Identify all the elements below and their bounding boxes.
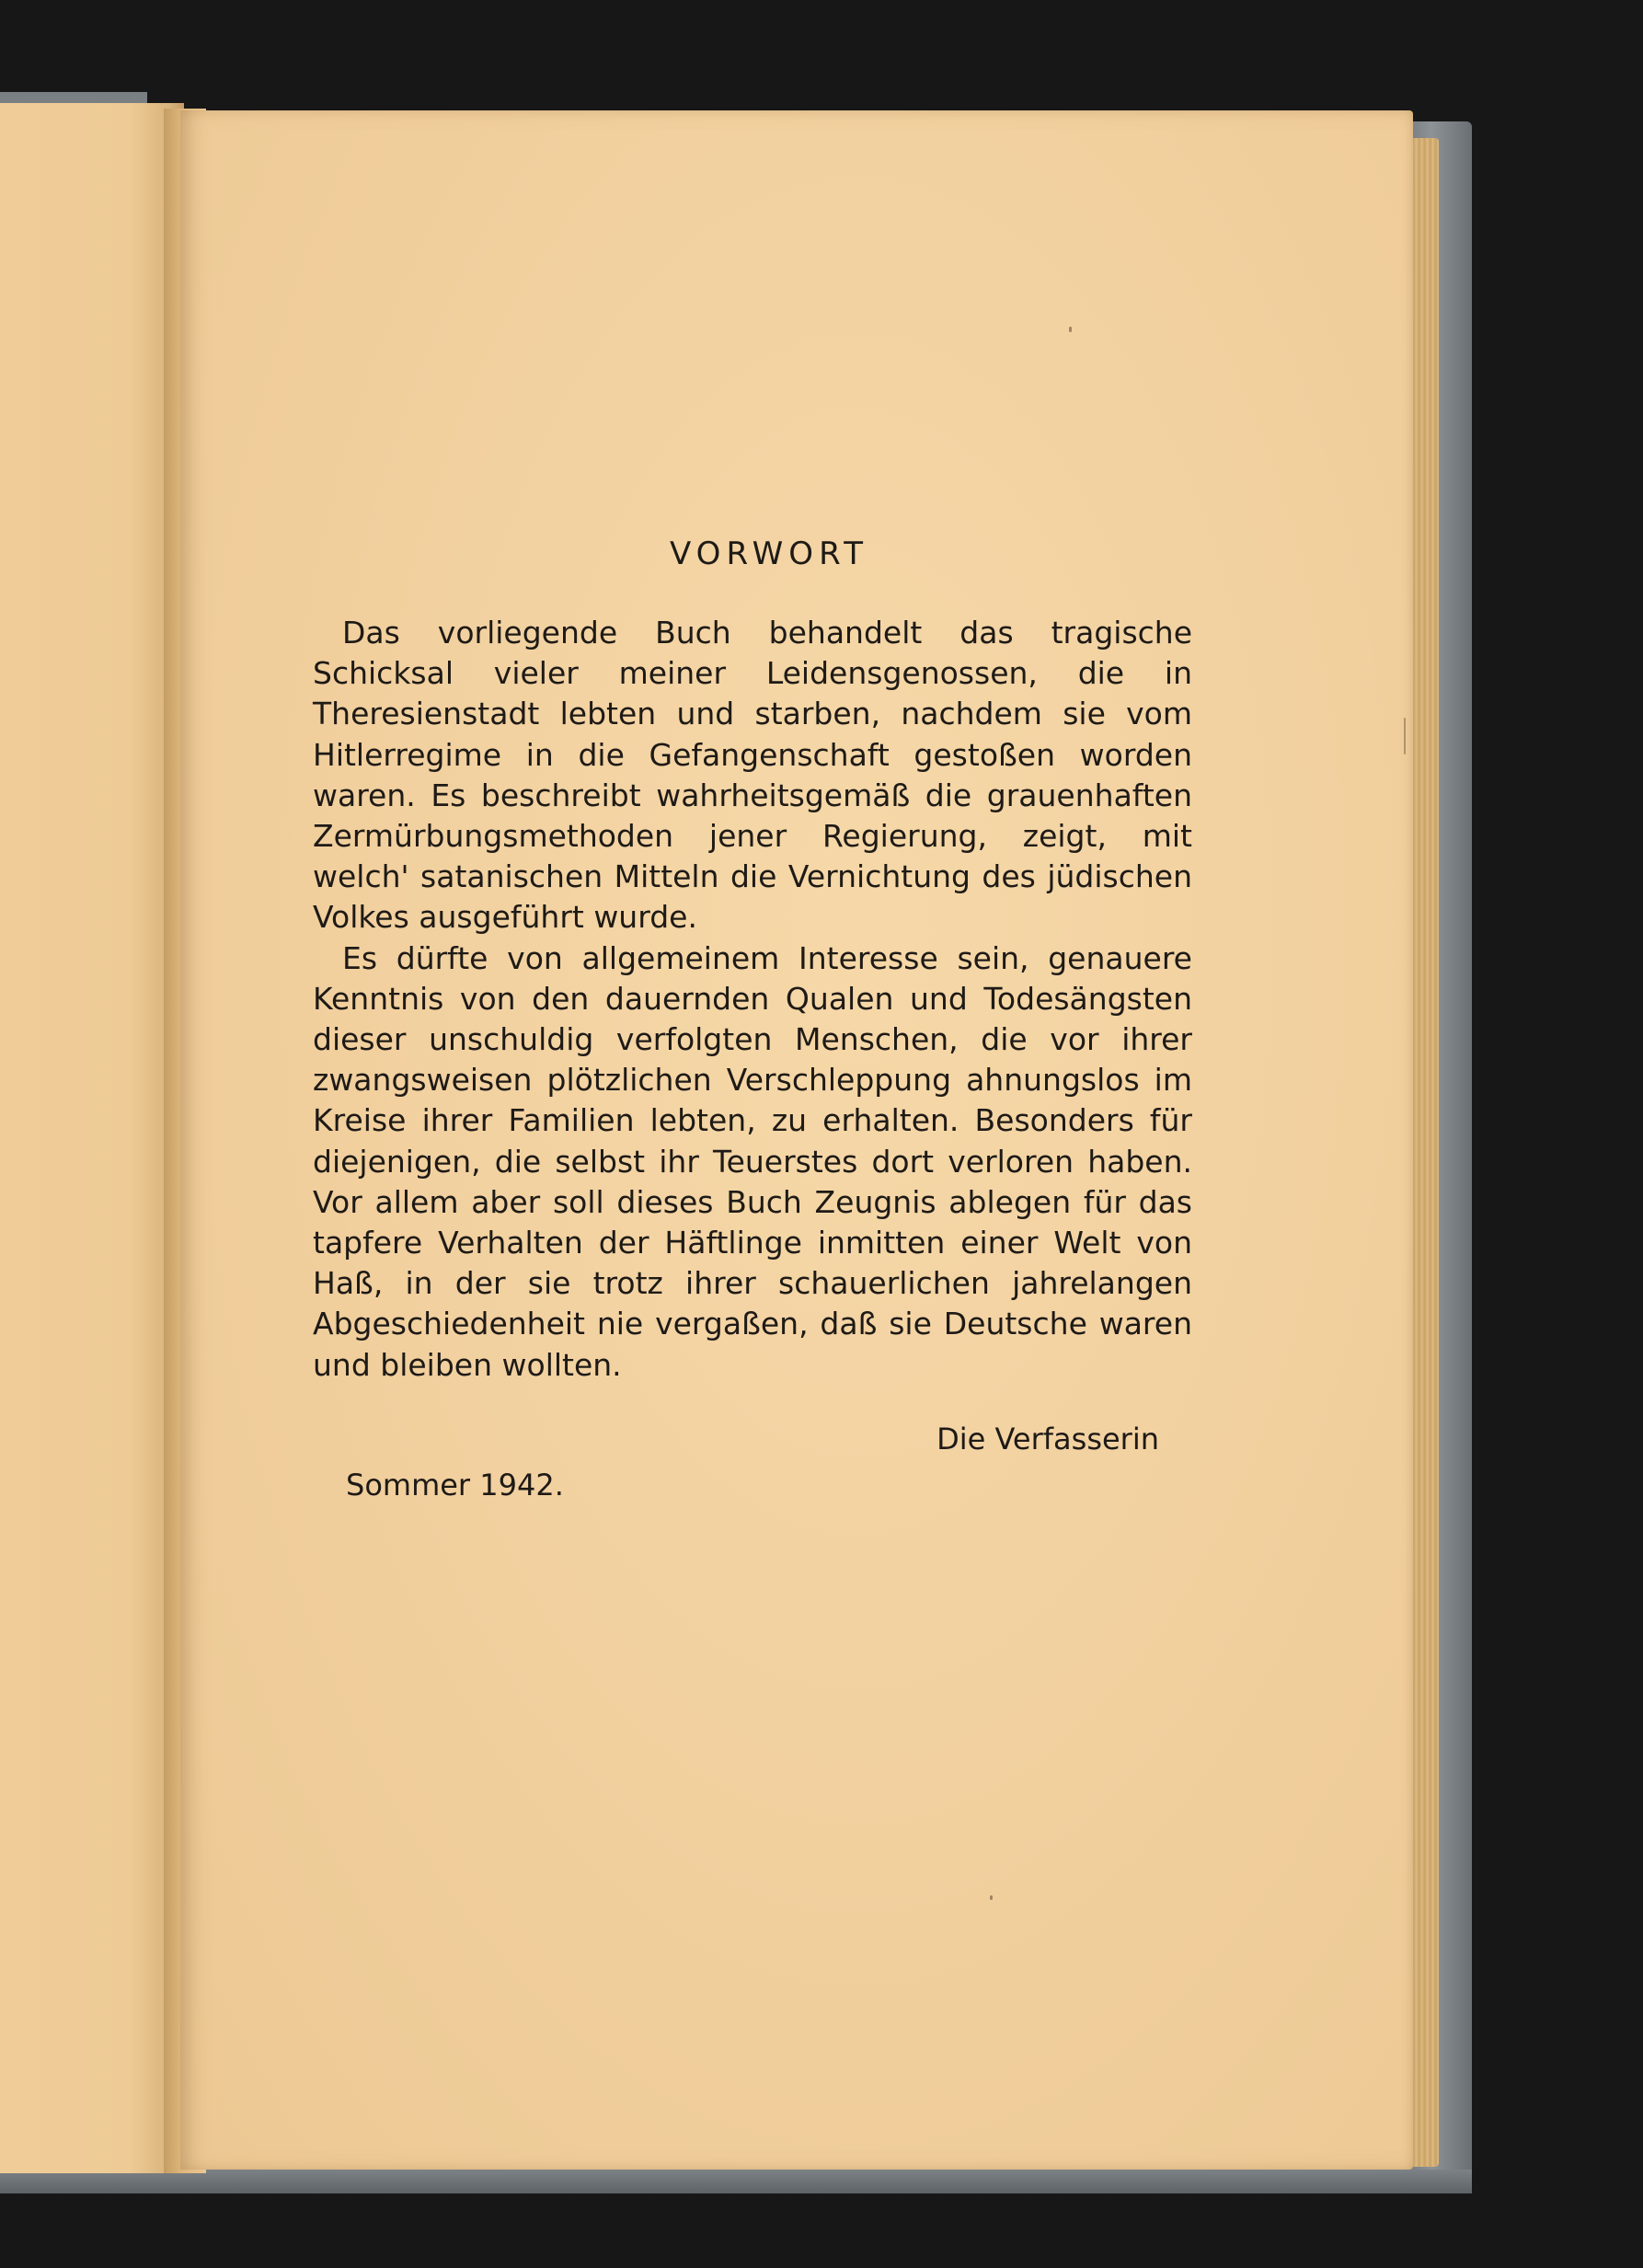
preface-paragraph-1: Das vorliegende Buch behandelt das tragische Schicksal vieler meiner Leidensgenossen, die in Theresienstadt lebten und starben, nachdem sie vom Hitlerregime in die Gefangenschaft gestoßen worden waren. Es beschreibt wahrheitsgemäß die grauenhaften Zermürbungsmethoden jener Regierung, zeigt, mit welch' satanischen Mitteln die Vernichtung des jüdischen Volkes ausgeführt wurde. bbox=[313, 615, 1192, 936]
paper-speck bbox=[990, 1895, 993, 1900]
preface-title: VORWORT bbox=[670, 535, 868, 572]
paper-speck bbox=[1069, 327, 1072, 332]
preface-paragraph-2: Es dürfte von allgemeinem Interesse sein, genauere Kenntnis von den dauernden Qualen und Todesängsten dieser unschuldig verfolgten Menschen, die vor ihrer zwangsweisen plötzlichen Verschleppung ahnungslos im Kreise ihrer Familien lebten, zu erhalten. Besonders für diejenigen, die selbst ihr Teuerstes dort verloren haben. Vor allem aber soll dieses Buch Zeugnis ablegen für das tapfere Verhalten der Häftlinge inmitten einer Welt von Haß, in der sie trotz ihrer schauerlichen jahrelangen Abgeschiedenheit nie vergaßen, daß sie Deutsche waren und bleiben wollten. bbox=[313, 939, 1192, 1383]
paper-crease-mark bbox=[1404, 718, 1406, 754]
preface-text-block bbox=[313, 535, 1192, 1505]
preface-date: Sommer 1942. bbox=[346, 1467, 564, 1502]
book-cover-bottom-edge bbox=[0, 2170, 1472, 2193]
author-signature: Die Verfasserin bbox=[936, 1421, 1159, 1456]
left-facing-page bbox=[0, 103, 184, 2173]
